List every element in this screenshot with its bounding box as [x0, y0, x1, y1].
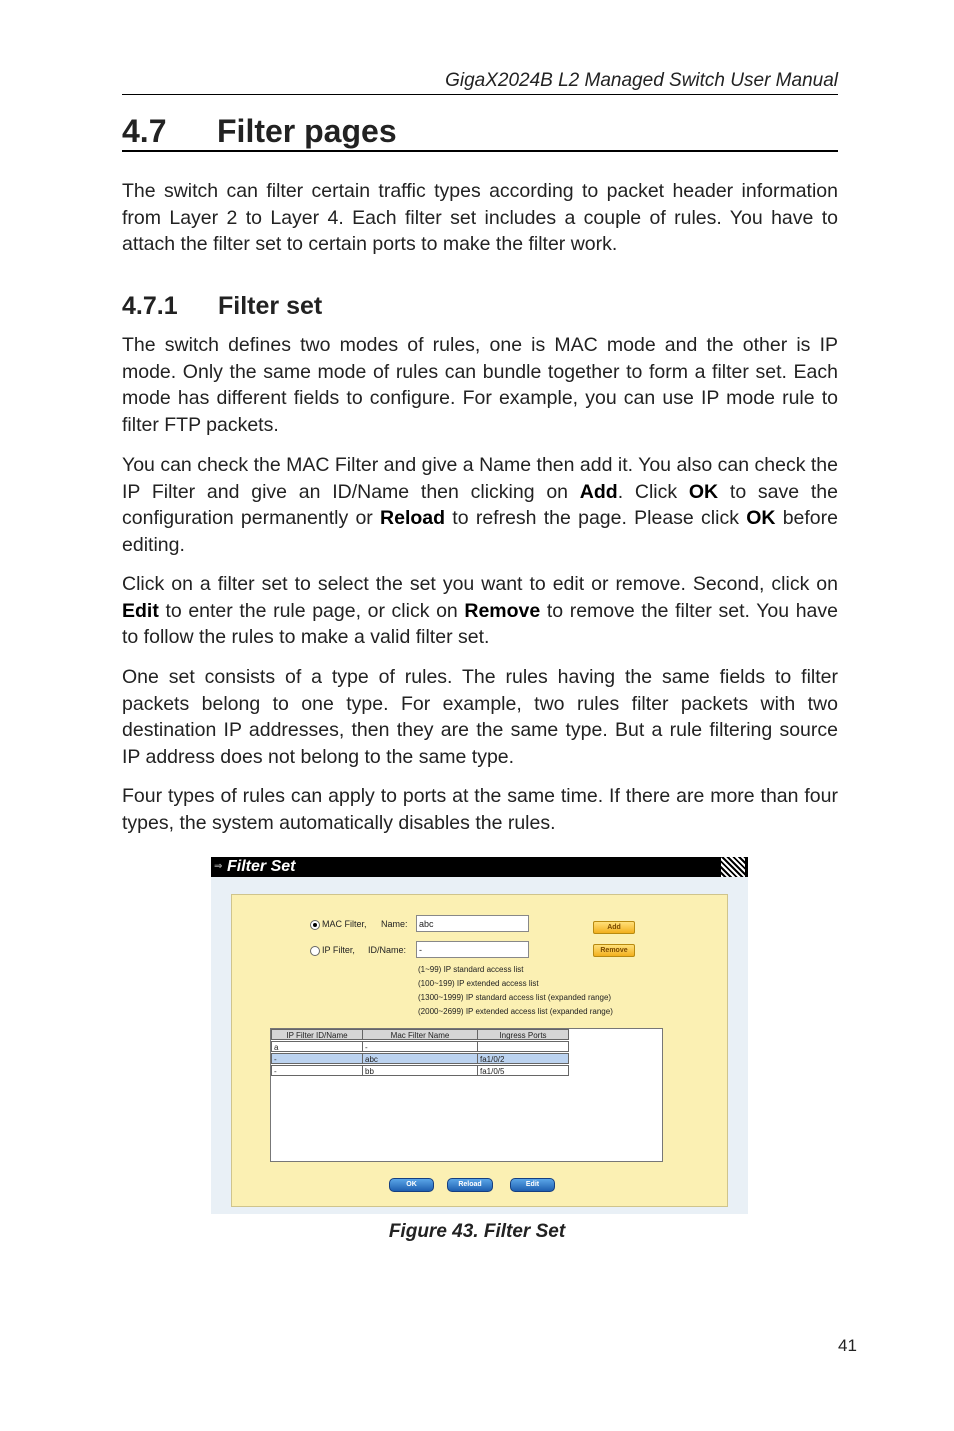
subsection-number: 4.7.1 — [122, 292, 178, 320]
edit-keyword: Edit — [122, 599, 159, 622]
filter-set-list[interactable] — [270, 1028, 663, 1162]
remove-button[interactable]: Remove — [593, 944, 635, 957]
ok-button[interactable]: OK — [389, 1178, 434, 1192]
section-heading — [122, 112, 838, 152]
filter-set-panel — [231, 894, 728, 1207]
reload-button[interactable]: Reload — [447, 1178, 493, 1192]
column-header: Ingress Ports — [477, 1029, 569, 1040]
edit-button[interactable]: Edit — [510, 1178, 555, 1192]
hint-standard-expanded: (1300~1999) IP standard access list (expanded range) — [418, 993, 612, 1002]
arrow-icon: ⇒ — [214, 861, 223, 872]
add-keyword: Add — [579, 480, 618, 503]
id-name-label: ID/Name: — [368, 945, 407, 955]
figure-caption: Figure 43. Filter Set — [388, 1221, 566, 1242]
reload-keyword: Reload — [380, 507, 446, 529]
limit-paragraph: Four types of rules can apply to ports at the same time. If there are more than four types, the system automatically disables the rules. — [122, 785, 838, 834]
list-cell: - — [271, 1053, 363, 1064]
subsection-heading — [122, 292, 322, 321]
ok-keyword: OK — [688, 480, 719, 503]
ip-filter-radio[interactable] — [310, 946, 320, 956]
column-header: IP Filter ID/Name — [271, 1029, 363, 1040]
name-label: Name: — [381, 919, 408, 929]
hint-standard: (1~99) IP standard access list — [418, 965, 524, 974]
modes-paragraph: The switch defines two modes of rules, one is MAC mode and the other is IP mode. Only the same mode of rules can bundle together to form a filter set. Each mode has different fields to configure. For example, you can use IP mode rule to filter FTP packets. — [122, 334, 838, 436]
section-title: Filter pages — [217, 113, 397, 149]
add-button[interactable]: Add — [593, 921, 635, 934]
list-cell: - — [271, 1065, 363, 1076]
list-cell: fa1/0/2 — [477, 1053, 569, 1064]
list-cell: a — [271, 1041, 363, 1052]
types-paragraph: One set consists of a type of rules. The rules having the same fields to filter packets belong to one type. For example, two rules filter packets with two destination IP addresses, then they are the same type. But a rule filtering source IP address does not belong to the same type. — [122, 666, 838, 768]
list-cell — [477, 1041, 569, 1052]
usage-paragraph: You can check the MAC Filter and give a Name then add it. You also can check the IP Filter and give an ID/Name then clicking on Add. Click OK to save the configuration permanently or Reload to refresh the page. Please click OK before editing. — [122, 454, 838, 556]
ok-keyword-2: OK — [746, 507, 776, 529]
window-title: Filter Set — [227, 858, 296, 875]
running-header: GigaX2024B L2 Managed Switch User Manual — [122, 70, 838, 95]
window-titlebar — [211, 857, 748, 877]
remove-keyword: Remove — [464, 599, 541, 622]
section-number: 4.7 — [122, 113, 167, 149]
list-cell: fa1/0/5 — [477, 1065, 569, 1076]
edit-paragraph: Click on a filter set to select the set you want to edit or remove. Second, click on Edit to enter the rule page, or click on Remove to remove the filter set. You have to follow the rules to make a valid filter set. — [122, 573, 838, 648]
page-number: 41 — [838, 1336, 857, 1355]
logo-icon — [721, 857, 745, 877]
hint-extended: (100~199) IP extended access list — [418, 979, 539, 988]
id-name-input[interactable]: - — [416, 941, 529, 958]
intro-paragraph: The switch can filter certain traffic types according to packet header information from Layer 2 to Layer 4. Each filter set includes a couple of rules. You have to attach the filter set to certain ports to make the filter work. — [122, 180, 838, 255]
list-cell: abc — [362, 1053, 478, 1064]
list-cell: bb — [362, 1065, 478, 1076]
subsection-title: Filter set — [218, 292, 323, 320]
ip-filter-label: IP Filter, — [322, 945, 355, 955]
name-input[interactable]: abc — [416, 915, 529, 932]
column-header: Mac Filter Name — [362, 1029, 478, 1040]
mac-filter-label: MAC Filter, — [322, 919, 367, 929]
mac-filter-radio[interactable] — [310, 920, 320, 930]
list-cell: - — [362, 1041, 478, 1052]
filter-set-screenshot — [211, 857, 748, 1214]
hint-extended-expanded: (2000~2699) IP extended access list (expanded range) — [418, 1007, 613, 1016]
